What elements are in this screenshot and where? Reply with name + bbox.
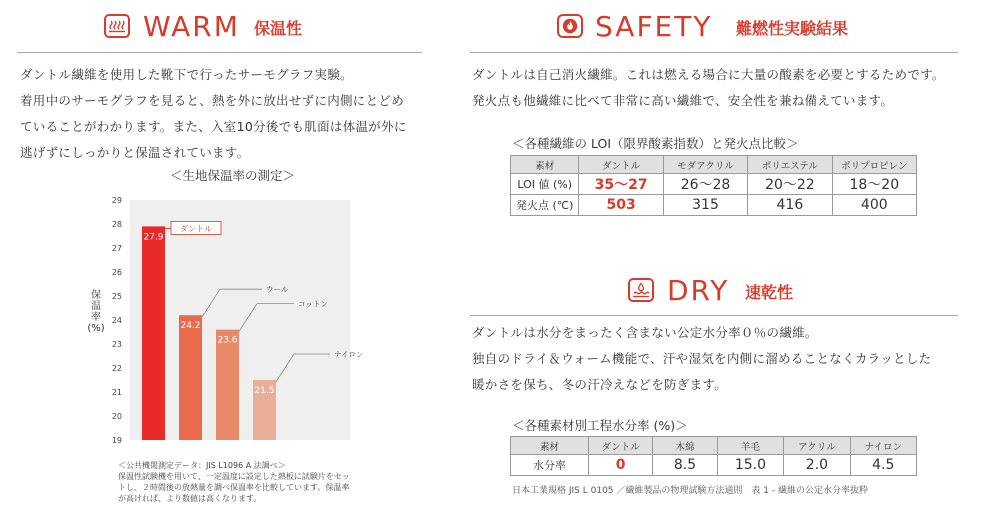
table-cell: 20〜22	[748, 174, 832, 195]
warm-note	[118, 460, 350, 504]
dry-title-en: DRY	[667, 274, 730, 307]
bar-1	[142, 226, 165, 440]
table-cell: 416	[748, 195, 832, 216]
table-cell: 26〜28	[663, 174, 747, 195]
table-cell: 15.0	[717, 455, 784, 476]
table-cell-highlight: 35〜27	[579, 174, 663, 195]
table-cell-highlight: 0	[589, 455, 653, 476]
dry-icon	[628, 278, 654, 302]
warm-note-line: ＜公共機関測定データ：JIS L1096 A 法調べ＞	[118, 461, 286, 470]
bar-3	[216, 330, 239, 440]
warm-note-line: が高ければ、より数値は高くなります。	[118, 494, 262, 503]
y-tick-label: 21	[111, 388, 122, 397]
y-tick-label: 26	[111, 268, 122, 277]
dry-paragraph	[472, 320, 931, 398]
safety-title-jp: 難燃性実験結果	[736, 19, 849, 38]
y-tick-label: 22	[111, 364, 122, 373]
y-tick-label: 27	[111, 244, 122, 253]
table-cell-highlight: 503	[579, 195, 663, 216]
table-header-cell: ナイロン	[850, 437, 916, 455]
warm-icon	[104, 14, 130, 38]
table-row-header: 水分率	[511, 455, 589, 476]
safety-title-en: SAFETY	[595, 10, 713, 43]
warm-note-line: トし、２時間後の放熱量を調べ保温率を比較しています。保温率	[118, 483, 350, 492]
table-header-row	[511, 437, 917, 455]
table-header-cell: モダアクリル	[663, 156, 747, 174]
table-header-cell: ポリエステル	[748, 156, 832, 174]
bar-value-label: 21.5	[254, 386, 275, 396]
table-row-header: 発火点 (℃)	[511, 195, 579, 216]
table-header-cell: 素材	[511, 156, 579, 174]
table-header-cell: 木綿	[653, 437, 717, 455]
y-tick-label: 25	[111, 292, 122, 301]
warm-note-line: 保温性試験機を用いて、一定温度に設定した熱板に試験片をセッ	[118, 472, 350, 481]
warm-bar-chart	[100, 192, 364, 448]
dry-table-title: ＜各種素材別工程水分率 (%)＞	[512, 418, 688, 433]
table-cell: 8.5	[653, 455, 717, 476]
warm-ylabel-line: (%)	[87, 323, 105, 334]
safety-divider	[470, 52, 958, 53]
warm-paragraph	[20, 62, 407, 166]
table-row	[511, 455, 917, 476]
category-label: ダントル	[179, 224, 213, 234]
safety-table	[510, 155, 917, 216]
table-row	[511, 174, 917, 195]
y-tick-label: 19	[111, 436, 122, 445]
table-row	[511, 195, 917, 216]
y-tick-label: 28	[111, 220, 122, 229]
bar-value-label: 24.2	[180, 321, 201, 332]
safety-table-title: ＜各種繊維の LOI（限界酸素指数）と発火点比較＞	[512, 136, 799, 151]
table-header-cell: ダントル	[589, 437, 653, 455]
warm-title-jp: 保温性	[254, 19, 303, 38]
table-header-cell: ダントル	[579, 156, 663, 174]
category-label: ウール	[266, 285, 289, 295]
table-cell: 400	[832, 195, 916, 216]
safety-paragraph	[472, 62, 945, 114]
table-cell: 4.5	[850, 455, 916, 476]
table-header-cell: ポリプロピレン	[832, 156, 916, 174]
table-cell: 18〜20	[832, 174, 916, 195]
dry-paragraph-line: 暖かさを保ち、冬の汗冷えなどを防ぎます。	[472, 377, 728, 392]
table-header-cell: 羊毛	[717, 437, 784, 455]
warm-title-en: WARM	[143, 10, 240, 43]
warm-chart-title: ＜生地保温率の測定＞	[170, 168, 296, 183]
y-tick-label: 24	[111, 316, 122, 325]
category-label: ナイロン	[334, 350, 364, 359]
table-header-cell: アクリル	[784, 437, 850, 455]
table-row-header: LOI 値 (%)	[511, 174, 579, 195]
warm-paragraph-line: ていることがわかります。また、入室10分後でも肌面は体温が外に	[20, 119, 407, 134]
warm-ylabel-line: 温	[91, 301, 101, 312]
warm-ylabel-line: 保	[91, 290, 101, 301]
dry-table	[510, 436, 917, 476]
safety-paragraph-line: 発火点も他繊維に比べて非常に高い繊維で、安全性を兼ね備えています。	[472, 93, 894, 108]
y-tick-label: 20	[111, 412, 122, 421]
warm-paragraph-line: 着用中のサーモグラフを見ると、熱を外に放出せずに内側にとどめ	[20, 93, 405, 108]
bar-value-label: 27.9	[143, 232, 164, 243]
y-tick-label: 29	[111, 196, 122, 205]
safety-paragraph-line: ダントルは自己消火繊維。これは燃える場合に大量の酸素を必要とするためです。	[472, 67, 945, 82]
dry-paragraph-line: 独自のドライ＆ウォーム機能で、汗や湿気を内側に溜めることなくカラッとした	[472, 351, 932, 366]
warm-paragraph-line: 逃げずにしっかりと保温されています。	[20, 145, 250, 160]
bar-value-label: 23.6	[217, 335, 238, 346]
dry-source-note: 日本工業規格 JIS L 0105 ／繊維製品の物理試験方法通則 表 1 - 繊維の公定水分率抜粋	[512, 486, 868, 496]
table-header-row	[511, 156, 917, 174]
category-label: コットン	[298, 299, 328, 309]
flame-icon	[557, 14, 583, 38]
dry-paragraph-line: ダントルは水分をまったく含まない公定水分率０％の繊維。	[472, 325, 818, 340]
bar-2	[179, 315, 202, 440]
table-cell: 315	[663, 195, 747, 216]
warm-divider	[17, 52, 422, 53]
warm-paragraph-line: ダントル繊維を使用した靴下で行ったサーモグラフ実験。	[20, 67, 353, 82]
y-tick-label: 23	[111, 340, 122, 349]
warm-ylabel-line: 率	[91, 312, 101, 323]
dry-divider	[470, 315, 958, 316]
table-cell: 2.0	[784, 455, 850, 476]
table-header-cell: 素材	[511, 437, 589, 455]
dry-title-jp: 速乾性	[745, 283, 794, 302]
